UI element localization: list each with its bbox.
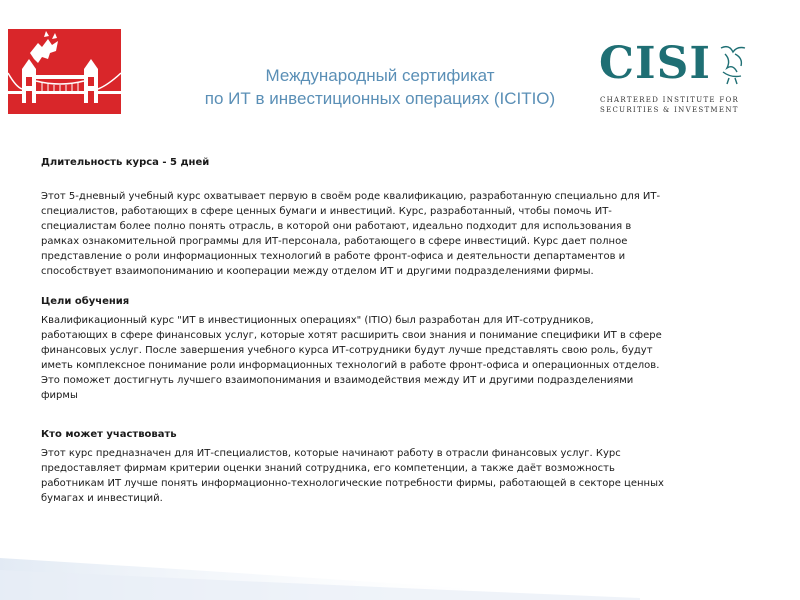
cisi-logo [597, 40, 757, 120]
goals-line: Это поможет достигнуть лучшего взаимопонимания и взаимодействия между ИТ и другими подразделениями [41, 375, 634, 386]
bridge-dragon-icon [8, 29, 121, 114]
cisi-subtitle-line-2: SECURITIES & INVESTMENT [600, 106, 739, 114]
intro-line: рамках ознакомительной программы для ИТ-персонала, работающего в сфере инвестиций. Курс дает полное [41, 236, 628, 247]
title-line-2: по ИТ в инвестиционных операциях (ICITIO) [204, 89, 556, 108]
intro-line: Этот 5-дневный учебный курс охватывает первую в своём роде квалификацию, разработанную специально для ИТ- [41, 191, 661, 202]
who-paragraph [41, 446, 713, 506]
goals-line: работающих в сфере финансовых услуг, которые хотят расширить свои знания и понимание специфики ИТ в сфере [41, 330, 662, 341]
page-title [140, 64, 620, 110]
intro-line: представление о роли информационных технологий в работе фронт-офиса и деятельности департаментов и [41, 251, 626, 262]
duration-heading: Длительность курса - 5 дней [41, 157, 210, 168]
cisi-wordmark: CISI [599, 38, 711, 89]
who-line: Этот курс предназначен для ИТ-специалистов, которые начинают работу в отрасли финансовых услуг. Курс [41, 448, 621, 459]
course-description [41, 155, 713, 506]
goals-line: иметь комплексное понимание роли информационных технологий в работе фронт-офиса и операционных отделов. [41, 360, 660, 371]
goals-line: Квалификационный курс "ИТ в инвестиционных операциях" (ITIO) был разработан для ИТ-сотрудников, [41, 315, 594, 326]
cisi-subtitle-line-1: CHARTERED INSTITUTE FOR [600, 96, 740, 104]
intro-paragraph [41, 189, 713, 279]
footer-decoration [0, 540, 800, 600]
intro-line: специалистов, работающих в сфере ценных бумаги и инвестиций. Курс, разработанный, чтобы помочь ИТ- [41, 206, 612, 217]
cisi-subtitle [600, 95, 750, 115]
who-line: работникам ИТ лучше понять информационно-технологические потребности фирмы, работающей в секторе ценных [41, 478, 664, 489]
goals-heading: Цели обучения [41, 296, 130, 307]
who-line: бумагах и инвестиций. [41, 493, 163, 504]
title-line-1: Международный сертификат [265, 66, 495, 85]
goals-line: фирмы [41, 390, 78, 401]
goals-paragraph [41, 313, 713, 403]
intro-line: способствует взаимопониманию и кооперации между отделом ИТ и другими подразделениями фирмы. [41, 266, 594, 277]
goals-line: финансовых услуг. После завершения учебного курса ИТ-сотрудники будут лучше представлять свою роль, будут [41, 345, 653, 356]
london-bridge-logo [8, 29, 121, 114]
griffin-crest-icon [715, 42, 751, 86]
who-heading: Кто может участвовать [41, 429, 177, 440]
intro-line: специалистам более полно понять отрасль, в которой они работают, идеально подходит для использования в [41, 221, 632, 232]
who-line: предоставляет фирмам критерии оценки знаний сотрудника, его компетенции, а также даёт возможность [41, 463, 615, 474]
